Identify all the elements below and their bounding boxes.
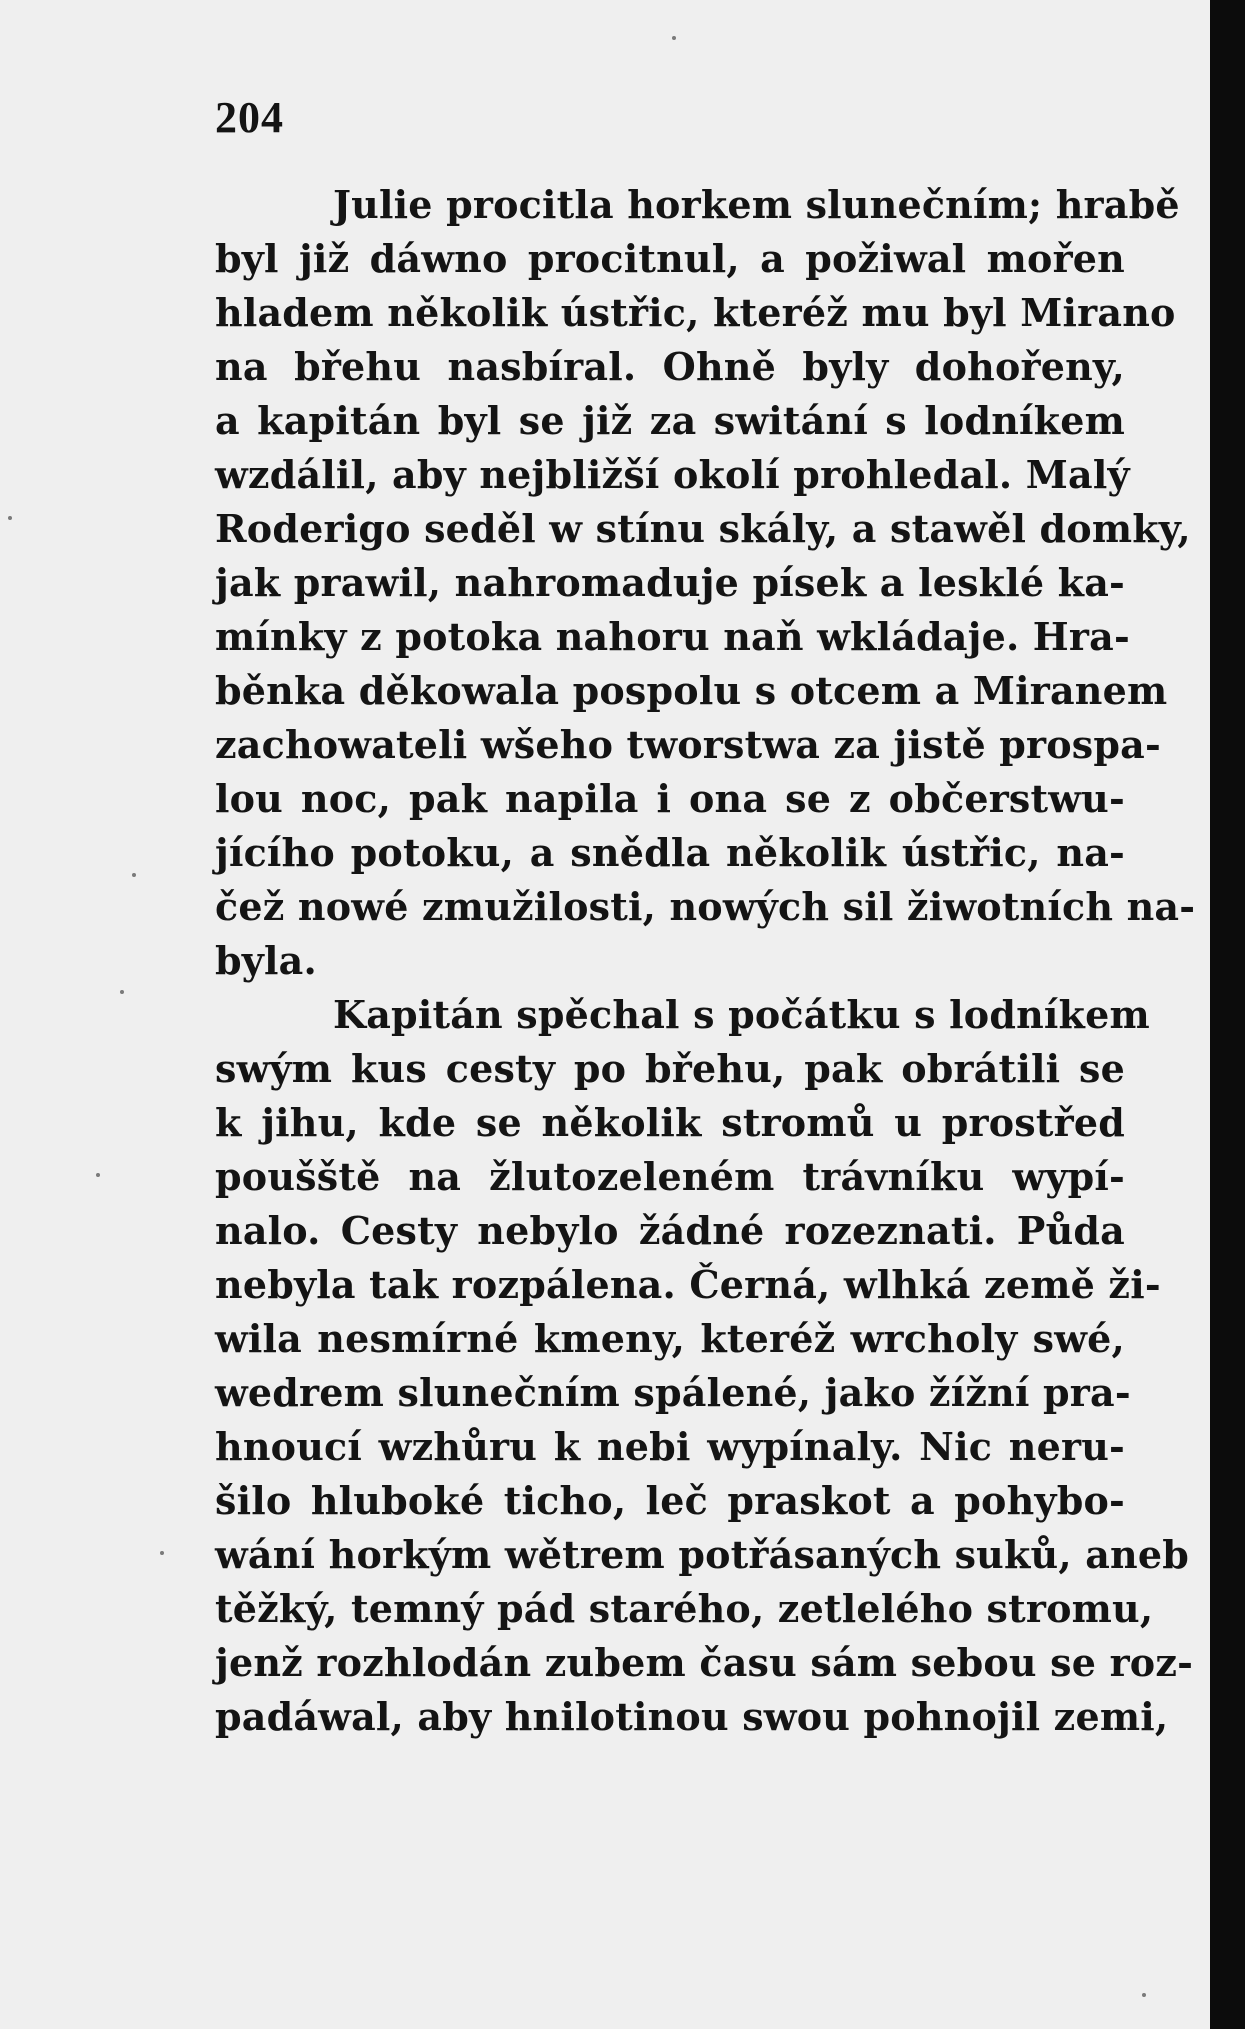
text-line: poušště na žlutozeleném trávníku wypí-: [215, 1154, 1125, 1199]
text-line: Julie procitla horkem slunečním; hrabě: [333, 182, 1180, 227]
text-line: šilo hluboké ticho, leč praskot a pohybo-: [215, 1478, 1125, 1523]
text-line: a kapitán byl se již za switání s lodníkem: [215, 398, 1125, 443]
text-line: padáwal, aby hnilotinou swou pohnojil zemi,: [215, 1694, 1169, 1739]
text-line: nebyla tak rozpálena. Černá, wlhká země ži-: [215, 1262, 1161, 1307]
text-line: byl již dáwno procitnul, a požiwal mořen: [215, 236, 1125, 281]
text-line: jak prawil, nahromaduje písek a lesklé ka-: [215, 560, 1125, 605]
text-line: běnka děkowala pospolu s otcem a Miranem: [215, 668, 1168, 713]
scan-speck: [1142, 1993, 1146, 1997]
body-text: [215, 178, 1196, 1744]
text-line: Roderigo seděl w stínu skály, a stawěl domky,: [215, 506, 1191, 551]
page-number: 204: [215, 93, 284, 142]
text-line: wzdálil, aby nejbližší okolí prohledal. Malý: [215, 452, 1130, 497]
text-line: jícího potoku, a snědla několik ústřic, na-: [215, 830, 1125, 875]
text-line: jenž rozhlodán zubem času sám sebou se roz-: [215, 1640, 1194, 1685]
text-line: byla.: [215, 938, 317, 983]
text-line: wedrem slunečním spálené, jako žížní pra-: [215, 1370, 1131, 1415]
scan-speck: [672, 36, 676, 40]
text-line: na břehu nasbíral. Ohně byly dohořeny,: [215, 344, 1125, 389]
text-line: lou noc, pak napila i ona se z občerstwu-: [215, 776, 1125, 821]
text-line: hnoucí wzhůru k nebi wypínaly. Nic neru-: [215, 1424, 1125, 1469]
scan-speck: [120, 990, 124, 994]
scan-speck: [8, 516, 12, 520]
scan-speck: [160, 1551, 164, 1555]
scan-border: [1210, 0, 1245, 2029]
text-line: swým kus cesty po břehu, pak obrátili se: [215, 1046, 1125, 1091]
text-line: hladem několik ústřic, kteréž mu byl Mirano: [215, 290, 1176, 335]
text-line: wání horkým wětrem potřásaných suků, aneb: [215, 1532, 1190, 1577]
text-line: nalo. Cesty nebylo žádné rozeznati. Půda: [215, 1208, 1125, 1253]
text-line: k jihu, kde se několik stromů u prostřed: [215, 1100, 1125, 1145]
text-line: mínky z potoka nahoru naň wkládaje. Hra-: [215, 614, 1130, 659]
text-line: Kapitán spěchal s počátku s lodníkem: [333, 992, 1150, 1037]
text-line: těžký, temný pád starého, zetlelého stromu,: [215, 1586, 1154, 1631]
text-line: čež nowé zmužilosti, nowých sil žiwotních na-: [215, 884, 1196, 929]
text-line: zachowateli wšeho tworstwa za jistě prospa-: [215, 722, 1161, 767]
text-line: wila nesmírné kmeny, kteréž wrcholy swé,: [215, 1316, 1125, 1361]
scan-speck: [96, 1173, 100, 1177]
scan-speck: [132, 873, 136, 877]
